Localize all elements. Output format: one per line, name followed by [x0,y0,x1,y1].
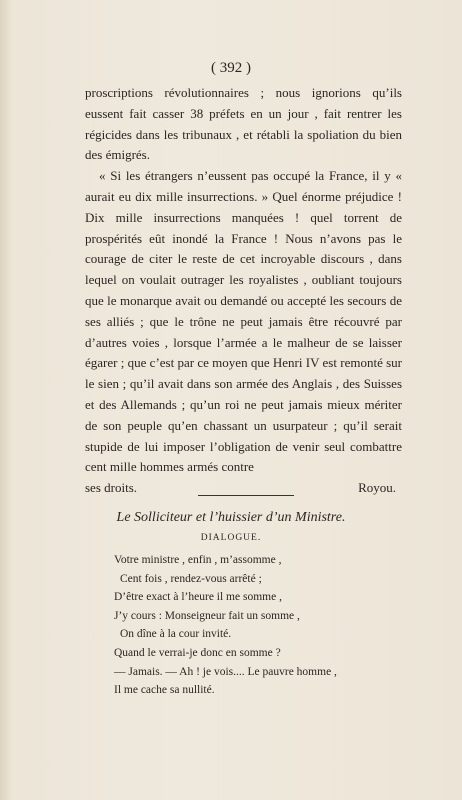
verse-line: — Jamais. — Ah ! je vois.... Le pauvre homme , [114,665,337,678]
verse-line: Il me cache sa nullité. [114,684,215,697]
section-divider [198,495,294,496]
closing-words: ses droits. [85,480,137,496]
verse-line: Quand le verrai-je donc en somme ? [114,646,281,659]
dialogue-subtitle: DIALOGUE. [200,533,262,543]
page-number: ( 392 ) [211,60,251,76]
paragraph-1: proscriptions révolutionnaires ; nous ignorions qu’ils eussent fait casser 38 préfets en un jour , fait rentrer les régicides dans les tribunaux , et rétabli la spoliation du bien des émigrés. [85,85,402,163]
verse [114,551,414,700]
verse-line: Cent fois , rendez-vous arrêté ; [120,572,262,585]
dialogue-title: Le Solliciteur et l’huissier d’un Ministre. [116,510,346,525]
body-text [85,83,402,499]
verse-line: D’être exact à l’heure il me somme , [114,591,282,604]
paragraph-2: « Si les étrangers n’eussent pas occupé la France, il y « aurait eu dix mille insurrections. » Quel énorme préjudice ! Dix mille insurrections manquées ! quel torrent de prospérités eût inondé la France ! Nous n’avons pas le courage de citer le reste de cet incroyable discours , dans lequel on voulait outrager les royalistes , oubliant toujours que le monarque avait ou demandé ou accepté les secours de ses alliés ; que le trône ne peut jamais être récouvré par d’autres voies , lorsque l’armée a le malheur de se laisser égarer ; que c’est par ce moyen que Henri IV est remonté sur le sien ; qu’il avait dans son armée des Anglais , des Suisses et des Allemands ; qu’un roi ne peut jamais mieux mériter de son peuple qu’en chassant un usurpateur ; qu’il serait stupide de lui imposer l’obligation de venir seul combattre cent mille hommes armés contre [85,168,402,475]
verse-line: Votre ministre , enfin , m’assomme , [114,554,282,566]
verse-line: On dîne à la cour invité. [120,628,232,641]
signature: Royou. [358,480,396,496]
verse-line: J’y cours : Monseigneur fait un somme , [114,609,300,622]
